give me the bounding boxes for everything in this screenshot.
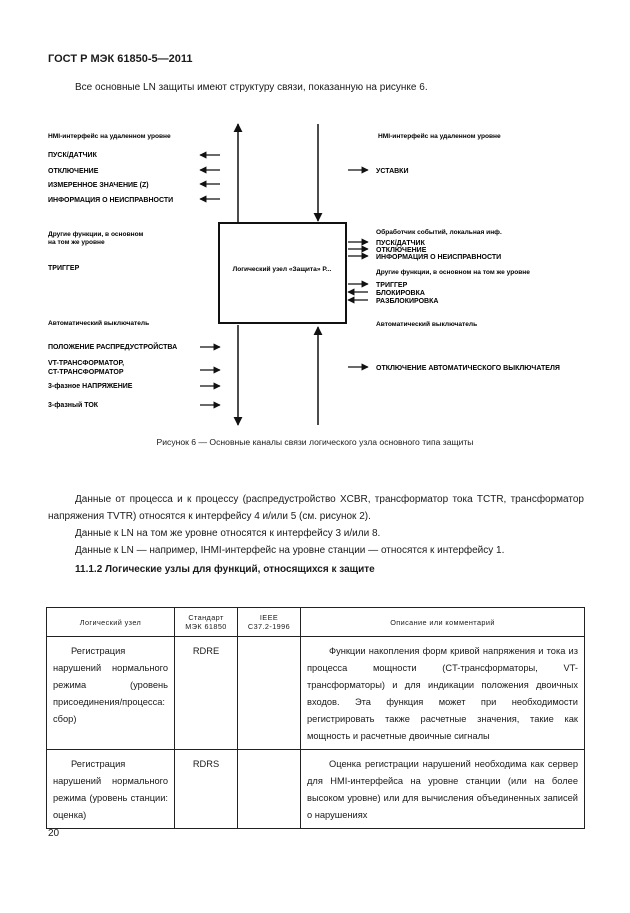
right-hmi-header: HMI-интерфейс на удаленном уровне [378, 133, 501, 140]
left-same-level-header-2: на том же уровне [48, 239, 105, 246]
protection-diagram [0, 120, 630, 430]
table-row [47, 750, 585, 829]
left-same-level-header-1: Другие функции, в основном [48, 231, 144, 238]
header-standard-line-1: Стандарт [188, 613, 224, 622]
right-breaker-header: Автоматический выключатель [376, 321, 478, 328]
table-header-row [47, 608, 585, 637]
right-same-level: Другие функции, в основном на том же уровне [376, 269, 530, 276]
figure-caption: Рисунок 6 — Основные каналы связи логического узла основного типа защиты [156, 437, 474, 447]
left-breaker-position: ПОЛОЖЕНИЕ РАСПРЕДУСТРОЙСТВА [48, 344, 178, 351]
document-header: ГОСТ Р МЭК 61850-5—2011 [48, 53, 193, 65]
cell-description: Функции накопления форм кривой напряжения и тока из процесса мощности (CT-трансформаторы, VT-трансформаторы) и для индикации положения двоичных входов. Эта функция может при необходимости регистрировать также расчетные значения, такие как мощность и расчетные двоичные сигналы [301, 637, 585, 750]
header-standard-line-2: МЭК 61850 [185, 622, 227, 631]
cell-ieee [238, 637, 301, 750]
cell-ieee [238, 750, 301, 829]
right-event-fault: ИНФОРМАЦИЯ О НЕИСПРАВНОСТИ [376, 254, 502, 261]
header-description: Описание или комментарий [301, 608, 585, 637]
left-vt-1: VT-ТРАНСФОРМАТОР, [48, 360, 125, 367]
cell-standard: RDRE [175, 637, 238, 750]
left-vt-2: CT-ТРАНСФОРМАТОР [48, 369, 124, 376]
table-row [47, 637, 585, 750]
left-current: 3-фазный ТОК [48, 402, 99, 409]
paragraph-1: Данные от процесса и к процессу (распредустройство XCBR, трансформатор тока TCTR, трансформатор напряжения TVTR) относятся к интерфейсу 4 и/или 5 (см. рисунок 2). [48, 494, 584, 522]
header-ieee [238, 608, 301, 637]
right-settings: УСТАВКИ [376, 168, 409, 175]
logical-node-box [219, 223, 346, 323]
cell-description: Оценка регистрации нарушений необходима как сервер для HMI-интерфейса на уровне станции (или на более высоком уровне) или для вычисления объединенных записей о нарушениях [301, 750, 585, 829]
left-output-start: ПУСК/ДАТЧИК [48, 152, 97, 159]
intro-text: Все основные LN защиты имеют структуру связи, показанную на рисунке 6. [75, 82, 428, 93]
paragraph-3: Данные к LN — например, IHMI-интерфейс на уровне станции — относятся к интерфейсу 1. [75, 545, 505, 556]
right-event-start: ПУСК/ДАТЧИК [376, 240, 425, 247]
body-paragraphs [48, 491, 584, 559]
left-voltage: 3-фазное НАПРЯЖЕНИЕ [48, 383, 133, 390]
right-breaker-trip: ОТКЛЮЧЕНИЕ АВТОМАТИЧЕСКОГО ВЫКЛЮЧАТЕЛЯ [376, 365, 560, 372]
left-output-trip: ОТКЛЮЧЕНИЕ [48, 168, 99, 175]
paragraph-2: Данные к LN на том же уровне относятся к интерфейсу 3 и/или 8. [75, 528, 381, 539]
right-trigger: ТРИГГЕР [376, 282, 408, 289]
left-breaker-header: Автоматический выключатель [48, 320, 150, 327]
cell-standard: RDRS [175, 750, 238, 829]
left-trigger: ТРИГГЕР [48, 265, 80, 272]
right-event-handler: Обработчик событий, локальная инф. [376, 229, 502, 236]
section-title: 11.1.2 Логические узлы для функций, относящихся к защите [75, 564, 375, 575]
left-output-measured: ИЗМЕРЕННОЕ ЗНАЧЕНИЕ (Z) [48, 182, 149, 189]
header-ieee-line-1: IEEE [259, 613, 279, 622]
cell-node: Регистрация нарушений нормального режима (уровень присоединения/процесса: сбор) [47, 637, 175, 750]
header-standard [175, 608, 238, 637]
left-output-fault: ИНФОРМАЦИЯ О НЕИСПРАВНОСТИ [48, 197, 174, 204]
logical-node-label: Логический узел «Защита» P... [232, 266, 332, 273]
header-logical-node: Логический узел [47, 608, 175, 637]
header-ieee-line-2: C37.2-1996 [247, 622, 291, 631]
logical-nodes-table [46, 607, 585, 829]
right-block: БЛОКИРОВКА [376, 290, 425, 297]
left-hmi-header: HMI-интерфейс на удаленном уровне [48, 133, 171, 140]
page-number: 20 [48, 828, 60, 839]
cell-node: Регистрация нарушений нормального режима (уровень станции: оценка) [47, 750, 175, 829]
right-unblock: РАЗБЛОКИРОВКА [376, 298, 439, 305]
right-event-trip: ОТКЛЮЧЕНИЕ [376, 247, 427, 254]
